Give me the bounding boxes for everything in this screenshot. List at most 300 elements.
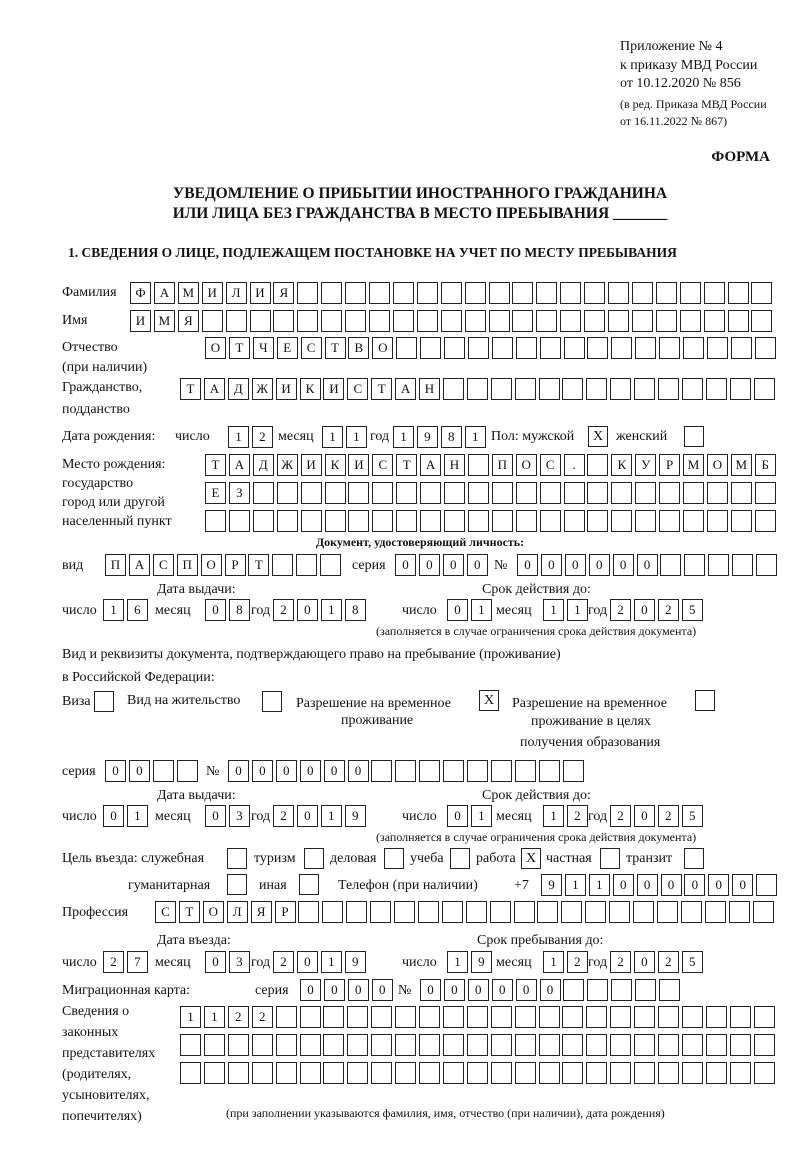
char-box[interactable]: 1 — [543, 951, 564, 973]
char-box[interactable] — [756, 554, 777, 576]
char-box[interactable] — [610, 378, 631, 400]
char-box[interactable]: 5 — [682, 951, 703, 973]
char-box[interactable]: А — [154, 282, 175, 304]
char-box[interactable]: О — [516, 454, 537, 476]
char-box[interactable] — [441, 282, 462, 304]
char-box[interactable] — [467, 1034, 488, 1056]
char-box[interactable]: Л — [226, 282, 247, 304]
char-box[interactable]: 0 — [348, 979, 369, 1001]
char-box[interactable] — [539, 1062, 560, 1084]
char-box[interactable] — [539, 760, 560, 782]
char-box[interactable] — [420, 482, 441, 504]
char-box[interactable] — [755, 482, 776, 504]
char-box[interactable]: Р — [275, 901, 296, 923]
char-box[interactable] — [346, 901, 367, 923]
char-box[interactable]: 3 — [229, 805, 250, 827]
char-box[interactable]: 0 — [634, 951, 655, 973]
male-checkbox[interactable]: X — [588, 426, 608, 447]
char-box[interactable] — [277, 482, 298, 504]
char-box[interactable] — [683, 482, 704, 504]
char-box[interactable] — [751, 310, 772, 332]
char-box[interactable]: 2 — [228, 1006, 249, 1028]
char-box[interactable] — [611, 979, 632, 1001]
char-box[interactable] — [516, 482, 537, 504]
char-box[interactable]: 0 — [420, 979, 441, 1001]
char-box[interactable] — [730, 1062, 751, 1084]
char-box[interactable]: 1 — [447, 951, 468, 973]
char-box[interactable] — [707, 510, 728, 532]
char-box[interactable]: О — [201, 554, 222, 576]
char-box[interactable] — [728, 310, 749, 332]
char-box[interactable] — [492, 482, 513, 504]
char-box[interactable]: 0 — [297, 599, 318, 621]
char-box[interactable] — [516, 510, 537, 532]
char-box[interactable]: 0 — [684, 874, 705, 896]
char-box[interactable] — [633, 901, 654, 923]
char-box[interactable] — [751, 282, 772, 304]
char-box[interactable]: 2 — [658, 599, 679, 621]
char-box[interactable]: Я — [273, 282, 294, 304]
char-box[interactable]: 0 — [300, 979, 321, 1001]
char-box[interactable]: 0 — [348, 760, 369, 782]
char-box[interactable]: О — [203, 901, 224, 923]
char-box[interactable]: 2 — [567, 805, 588, 827]
char-box[interactable] — [609, 901, 630, 923]
char-box[interactable] — [586, 1034, 607, 1056]
char-box[interactable]: 1 — [393, 426, 414, 448]
char-box[interactable]: 1 — [103, 599, 124, 621]
char-box[interactable]: 0 — [324, 760, 345, 782]
char-box[interactable] — [536, 310, 557, 332]
char-box[interactable] — [658, 1006, 679, 1028]
char-box[interactable]: С — [347, 378, 368, 400]
char-box[interactable] — [634, 1034, 655, 1056]
char-box[interactable]: Т — [248, 554, 269, 576]
char-box[interactable] — [204, 1062, 225, 1084]
char-box[interactable]: 8 — [345, 599, 366, 621]
char-box[interactable]: 7 — [127, 951, 148, 973]
private-checkbox[interactable] — [600, 848, 620, 869]
char-box[interactable] — [395, 760, 416, 782]
char-box[interactable] — [417, 310, 438, 332]
char-box[interactable] — [345, 310, 366, 332]
char-box[interactable] — [587, 482, 608, 504]
char-box[interactable] — [540, 482, 561, 504]
char-box[interactable]: 1 — [321, 599, 342, 621]
char-box[interactable] — [728, 282, 749, 304]
char-box[interactable]: М — [178, 282, 199, 304]
char-box[interactable] — [444, 337, 465, 359]
char-box[interactable] — [490, 901, 511, 923]
char-box[interactable] — [491, 1034, 512, 1056]
char-box[interactable]: 0 — [228, 760, 249, 782]
char-box[interactable]: 9 — [345, 805, 366, 827]
service-checkbox[interactable] — [227, 848, 247, 869]
char-box[interactable] — [253, 482, 274, 504]
char-box[interactable] — [325, 510, 346, 532]
char-box[interactable]: 1 — [204, 1006, 225, 1028]
char-box[interactable]: 9 — [417, 426, 438, 448]
char-box[interactable] — [512, 310, 533, 332]
char-box[interactable]: 0 — [589, 554, 610, 576]
char-box[interactable]: 1 — [346, 426, 367, 448]
char-box[interactable] — [347, 1062, 368, 1084]
char-box[interactable] — [586, 1062, 607, 1084]
char-box[interactable]: О — [707, 454, 728, 476]
char-box[interactable]: 2 — [252, 1006, 273, 1028]
char-box[interactable] — [370, 901, 391, 923]
char-box[interactable] — [635, 510, 656, 532]
char-box[interactable] — [276, 1034, 297, 1056]
char-box[interactable]: Е — [277, 337, 298, 359]
char-box[interactable] — [753, 901, 774, 923]
residence-checkbox[interactable] — [262, 691, 282, 712]
char-box[interactable] — [226, 310, 247, 332]
char-box[interactable] — [321, 282, 342, 304]
char-box[interactable] — [515, 1034, 536, 1056]
char-box[interactable]: Ф — [130, 282, 151, 304]
char-box[interactable]: А — [129, 554, 150, 576]
char-box[interactable]: 0 — [613, 874, 634, 896]
char-box[interactable]: 2 — [273, 951, 294, 973]
char-box[interactable] — [443, 1034, 464, 1056]
char-box[interactable] — [396, 337, 417, 359]
char-box[interactable] — [205, 510, 226, 532]
char-box[interactable] — [491, 378, 512, 400]
char-box[interactable] — [659, 482, 680, 504]
char-box[interactable] — [276, 1062, 297, 1084]
char-box[interactable] — [659, 337, 680, 359]
char-box[interactable]: 1 — [567, 599, 588, 621]
char-box[interactable] — [252, 1062, 273, 1084]
char-box[interactable] — [706, 1062, 727, 1084]
char-box[interactable]: Д — [253, 454, 274, 476]
char-box[interactable]: 0 — [467, 554, 488, 576]
char-box[interactable] — [564, 337, 585, 359]
char-box[interactable]: 2 — [252, 426, 273, 448]
char-box[interactable]: О — [205, 337, 226, 359]
char-box[interactable] — [731, 482, 752, 504]
char-box[interactable] — [682, 1006, 703, 1028]
char-box[interactable]: 1 — [228, 426, 249, 448]
char-box[interactable] — [468, 510, 489, 532]
char-box[interactable] — [301, 482, 322, 504]
char-box[interactable]: 0 — [444, 979, 465, 1001]
char-box[interactable] — [441, 310, 462, 332]
char-box[interactable]: М — [683, 454, 704, 476]
char-box[interactable]: Ч — [253, 337, 274, 359]
char-box[interactable] — [610, 1034, 631, 1056]
char-box[interactable] — [180, 1034, 201, 1056]
char-box[interactable] — [611, 482, 632, 504]
char-box[interactable]: 1 — [322, 426, 343, 448]
char-box[interactable]: 2 — [567, 951, 588, 973]
char-box[interactable] — [540, 510, 561, 532]
char-box[interactable]: 0 — [634, 599, 655, 621]
char-box[interactable]: 1 — [180, 1006, 201, 1028]
char-box[interactable]: У — [635, 454, 656, 476]
char-box[interactable] — [273, 310, 294, 332]
char-box[interactable]: 5 — [682, 805, 703, 827]
char-box[interactable] — [515, 1062, 536, 1084]
char-box[interactable] — [395, 1062, 416, 1084]
char-box[interactable] — [443, 378, 464, 400]
char-box[interactable] — [754, 378, 775, 400]
char-box[interactable]: 0 — [732, 874, 753, 896]
char-box[interactable] — [704, 282, 725, 304]
char-box[interactable]: 8 — [441, 426, 462, 448]
char-box[interactable]: 6 — [127, 599, 148, 621]
char-box[interactable]: И — [250, 282, 271, 304]
char-box[interactable]: 2 — [273, 805, 294, 827]
char-box[interactable] — [277, 510, 298, 532]
char-box[interactable]: 1 — [321, 951, 342, 973]
char-box[interactable] — [729, 901, 750, 923]
char-box[interactable] — [561, 901, 582, 923]
char-box[interactable]: 2 — [610, 805, 631, 827]
char-box[interactable]: Б — [755, 454, 776, 476]
char-box[interactable] — [659, 979, 680, 1001]
char-box[interactable] — [540, 337, 561, 359]
char-box[interactable]: 0 — [517, 554, 538, 576]
char-box[interactable]: 0 — [105, 760, 126, 782]
char-box[interactable]: И — [348, 454, 369, 476]
char-box[interactable]: 0 — [103, 805, 124, 827]
char-box[interactable]: И — [323, 378, 344, 400]
char-box[interactable] — [756, 874, 777, 896]
char-box[interactable] — [635, 482, 656, 504]
char-box[interactable] — [443, 1006, 464, 1028]
char-box[interactable] — [706, 1006, 727, 1028]
char-box[interactable]: 0 — [492, 979, 513, 1001]
char-box[interactable]: 0 — [205, 951, 226, 973]
char-box[interactable] — [564, 482, 585, 504]
char-box[interactable] — [731, 337, 752, 359]
char-box[interactable] — [395, 1034, 416, 1056]
business-checkbox[interactable] — [384, 848, 404, 869]
char-box[interactable] — [300, 1034, 321, 1056]
char-box[interactable] — [560, 310, 581, 332]
char-box[interactable] — [442, 901, 463, 923]
other-checkbox[interactable] — [299, 874, 319, 895]
char-box[interactable]: В — [348, 337, 369, 359]
char-box[interactable] — [635, 979, 656, 1001]
char-box[interactable] — [634, 1062, 655, 1084]
char-box[interactable] — [683, 337, 704, 359]
char-box[interactable]: 0 — [516, 979, 537, 1001]
char-box[interactable]: 0 — [637, 874, 658, 896]
char-box[interactable] — [584, 310, 605, 332]
char-box[interactable]: 1 — [127, 805, 148, 827]
char-box[interactable] — [396, 482, 417, 504]
char-box[interactable] — [323, 1062, 344, 1084]
char-box[interactable] — [489, 310, 510, 332]
char-box[interactable] — [656, 282, 677, 304]
char-box[interactable]: Т — [179, 901, 200, 923]
char-box[interactable]: А — [420, 454, 441, 476]
char-box[interactable]: 0 — [468, 979, 489, 1001]
char-box[interactable] — [250, 310, 271, 332]
char-box[interactable]: Т — [325, 337, 346, 359]
char-box[interactable] — [372, 482, 393, 504]
char-box[interactable] — [706, 1034, 727, 1056]
char-box[interactable] — [347, 1006, 368, 1028]
char-box[interactable] — [611, 337, 632, 359]
char-box[interactable]: З — [229, 482, 250, 504]
char-box[interactable] — [323, 1034, 344, 1056]
char-box[interactable] — [563, 760, 584, 782]
char-box[interactable] — [371, 760, 392, 782]
char-box[interactable] — [562, 378, 583, 400]
char-box[interactable]: 0 — [637, 554, 658, 576]
char-box[interactable]: 0 — [708, 874, 729, 896]
char-box[interactable] — [417, 282, 438, 304]
char-box[interactable] — [707, 482, 728, 504]
char-box[interactable]: 0 — [447, 599, 468, 621]
char-box[interactable]: 5 — [682, 599, 703, 621]
char-box[interactable] — [369, 310, 390, 332]
char-box[interactable] — [323, 1006, 344, 1028]
char-box[interactable]: 8 — [229, 599, 250, 621]
char-box[interactable] — [587, 454, 608, 476]
char-box[interactable] — [396, 510, 417, 532]
char-box[interactable] — [584, 282, 605, 304]
char-box[interactable]: М — [731, 454, 752, 476]
char-box[interactable] — [562, 1034, 583, 1056]
char-box[interactable] — [586, 1006, 607, 1028]
char-box[interactable] — [444, 510, 465, 532]
char-box[interactable]: С — [155, 901, 176, 923]
char-box[interactable] — [348, 482, 369, 504]
char-box[interactable] — [608, 310, 629, 332]
char-box[interactable] — [657, 901, 678, 923]
char-box[interactable]: Л — [227, 901, 248, 923]
char-box[interactable] — [539, 1034, 560, 1056]
char-box[interactable] — [393, 282, 414, 304]
char-box[interactable] — [587, 979, 608, 1001]
char-box[interactable]: Т — [396, 454, 417, 476]
char-box[interactable] — [564, 510, 585, 532]
char-box[interactable] — [705, 901, 726, 923]
char-box[interactable]: Н — [419, 378, 440, 400]
char-box[interactable] — [492, 337, 513, 359]
char-box[interactable]: П — [105, 554, 126, 576]
char-box[interactable] — [539, 378, 560, 400]
char-box[interactable]: 0 — [419, 554, 440, 576]
char-box[interactable]: 0 — [297, 951, 318, 973]
char-box[interactable] — [177, 760, 198, 782]
char-box[interactable] — [610, 1006, 631, 1028]
char-box[interactable]: К — [300, 378, 321, 400]
char-box[interactable] — [585, 901, 606, 923]
char-box[interactable]: . — [564, 454, 585, 476]
char-box[interactable] — [635, 337, 656, 359]
char-box[interactable] — [393, 310, 414, 332]
char-box[interactable] — [539, 1006, 560, 1028]
char-box[interactable]: 1 — [471, 805, 492, 827]
char-box[interactable]: 0 — [613, 554, 634, 576]
char-box[interactable] — [204, 1034, 225, 1056]
char-box[interactable] — [755, 337, 776, 359]
char-box[interactable]: И — [301, 454, 322, 476]
char-box[interactable] — [704, 310, 725, 332]
char-box[interactable] — [658, 1062, 679, 1084]
char-box[interactable]: 0 — [395, 554, 416, 576]
char-box[interactable]: 0 — [324, 979, 345, 1001]
char-box[interactable]: 0 — [565, 554, 586, 576]
char-box[interactable] — [706, 378, 727, 400]
char-box[interactable] — [347, 1034, 368, 1056]
char-box[interactable]: 0 — [541, 554, 562, 576]
char-box[interactable] — [419, 760, 440, 782]
char-box[interactable] — [468, 337, 489, 359]
char-box[interactable] — [298, 901, 319, 923]
char-box[interactable]: П — [177, 554, 198, 576]
char-box[interactable]: А — [229, 454, 250, 476]
char-box[interactable] — [515, 1006, 536, 1028]
char-box[interactable]: 1 — [543, 599, 564, 621]
char-box[interactable] — [297, 282, 318, 304]
char-box[interactable] — [632, 310, 653, 332]
char-box[interactable] — [516, 337, 537, 359]
char-box[interactable] — [611, 510, 632, 532]
char-box[interactable] — [634, 378, 655, 400]
char-box[interactable]: 2 — [610, 951, 631, 973]
char-box[interactable] — [418, 901, 439, 923]
char-box[interactable]: 2 — [103, 951, 124, 973]
char-box[interactable] — [228, 1062, 249, 1084]
char-box[interactable] — [297, 310, 318, 332]
char-box[interactable] — [560, 282, 581, 304]
char-box[interactable] — [610, 1062, 631, 1084]
char-box[interactable] — [491, 760, 512, 782]
char-box[interactable] — [444, 482, 465, 504]
char-box[interactable]: 2 — [610, 599, 631, 621]
char-box[interactable] — [369, 282, 390, 304]
char-box[interactable] — [371, 1062, 392, 1084]
char-box[interactable] — [562, 1062, 583, 1084]
char-box[interactable] — [608, 282, 629, 304]
char-box[interactable]: Н — [444, 454, 465, 476]
char-box[interactable] — [300, 1062, 321, 1084]
trp-checkbox[interactable]: X — [479, 690, 499, 711]
char-box[interactable]: Е — [205, 482, 226, 504]
char-box[interactable] — [253, 510, 274, 532]
char-box[interactable] — [467, 1006, 488, 1028]
char-box[interactable]: Р — [225, 554, 246, 576]
char-box[interactable] — [420, 510, 441, 532]
char-box[interactable] — [515, 378, 536, 400]
char-box[interactable] — [732, 554, 753, 576]
char-box[interactable] — [419, 1062, 440, 1084]
char-box[interactable] — [707, 337, 728, 359]
char-box[interactable] — [395, 1006, 416, 1028]
char-box[interactable]: 0 — [205, 805, 226, 827]
char-box[interactable] — [682, 1034, 703, 1056]
char-box[interactable]: 0 — [443, 554, 464, 576]
char-box[interactable]: Я — [178, 310, 199, 332]
char-box[interactable] — [658, 378, 679, 400]
char-box[interactable] — [371, 1006, 392, 1028]
char-box[interactable] — [465, 282, 486, 304]
char-box[interactable]: 1 — [471, 599, 492, 621]
char-box[interactable] — [468, 482, 489, 504]
char-box[interactable] — [228, 1034, 249, 1056]
char-box[interactable] — [684, 554, 705, 576]
char-box[interactable]: С — [301, 337, 322, 359]
char-box[interactable] — [371, 1034, 392, 1056]
study-checkbox[interactable] — [450, 848, 470, 869]
